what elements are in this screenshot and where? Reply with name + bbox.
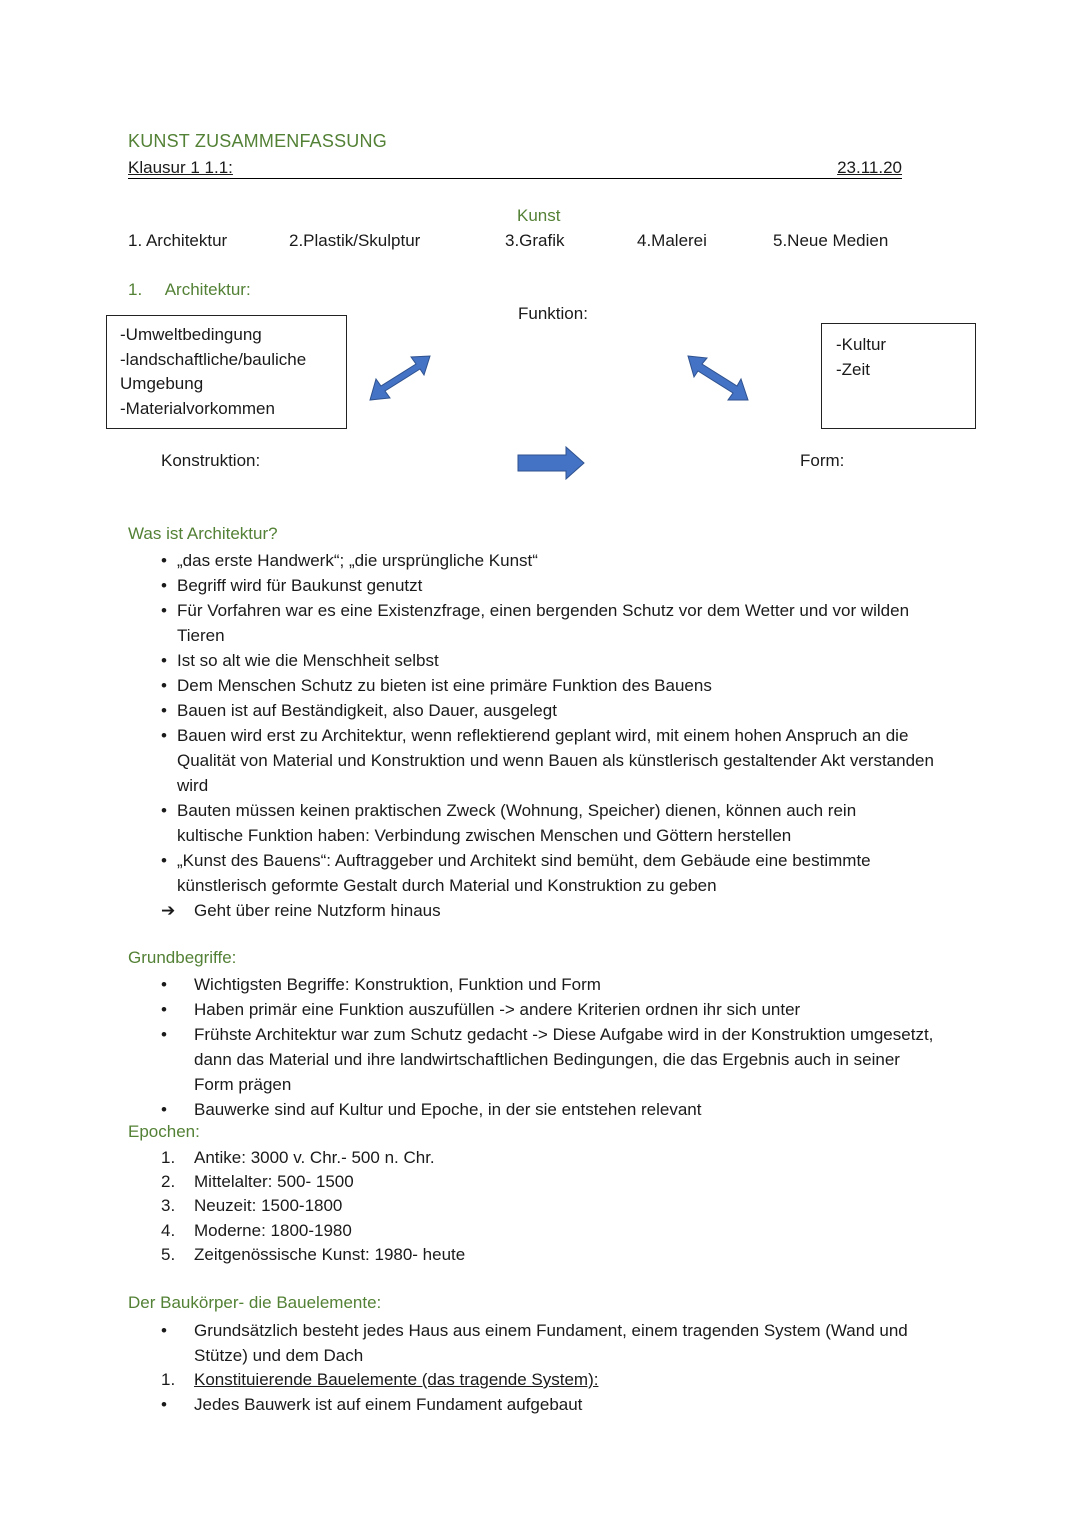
arrow-right-icon bbox=[516, 445, 588, 481]
grundbegriffe-heading: Grundbegriffe: bbox=[128, 948, 237, 967]
grundbegriffe-list bbox=[161, 972, 961, 1122]
category-plastik: 2.Plastik/Skulptur bbox=[289, 231, 421, 250]
kultur-box bbox=[821, 323, 976, 429]
list-item: 1. Antike: 3000 v. Chr.- 500 n. Chr. bbox=[161, 1148, 435, 1167]
list-item: 1. Konstituierende Bauelemente (das tragende System): bbox=[161, 1370, 599, 1389]
header-rule bbox=[128, 158, 902, 179]
document-date: 23.11.20 bbox=[837, 158, 902, 177]
epochen-heading: Epochen: bbox=[128, 1122, 200, 1141]
kultur-box-line: -Kultur bbox=[836, 335, 887, 354]
kunst-label: Kunst bbox=[517, 206, 561, 225]
architektur-heading bbox=[128, 280, 251, 300]
umwelt-box-line: -landschaftliche/bauliche bbox=[120, 349, 307, 369]
was-ist-list bbox=[161, 548, 961, 923]
was-ist-heading: Was ist Architektur? bbox=[128, 524, 278, 543]
category-grafik: 3.Grafik bbox=[505, 231, 565, 250]
list-item: • Dem Menschen Schutz zu bieten ist eine primäre Funktion des Bauens bbox=[161, 676, 712, 695]
list-item: 2. Mittelalter: 500- 1500 bbox=[161, 1172, 354, 1192]
list-item: • Wichtigsten Begriffe: Konstruktion, Funktion und Form bbox=[161, 975, 601, 994]
list-item: • „das erste Handwerk“; „die ursprüngliche Kunst“ bbox=[161, 551, 538, 570]
list-item: 5. Zeitgenössische Kunst: 1980- heute bbox=[161, 1244, 466, 1264]
list-item: • Bauten müssen keinen praktischen Zweck (Wohnung, Speicher) dienen, können auch rein kultische Funktion haben: Verbindung zwischen Menschen und Göttern herstellen bbox=[161, 801, 857, 845]
architektur-heading-label: Architektur: bbox=[164, 280, 251, 299]
category-neue-medien: 5.Neue Medien bbox=[773, 231, 889, 250]
form-label: Form: bbox=[800, 451, 845, 470]
document-title: KUNST ZUSAMMENFASSUNG bbox=[128, 131, 387, 151]
kultur-box-line: -Zeit bbox=[836, 359, 870, 379]
list-item: • Ist so alt wie die Menschheit selbst bbox=[161, 651, 439, 670]
list-item: • Frühste Architektur war zum Schutz gedacht -> Diese Aufgabe wird in der Konstruktion umgesetzt, dann das Material und ihre landwirtschaftlichen Bedingungen, die das Ergebnis auch in seiner Form prägen bbox=[161, 1025, 934, 1094]
baukoerper-list bbox=[161, 1318, 961, 1417]
umwelt-box bbox=[106, 315, 347, 429]
baukoerper-heading: Der Baukörper- die Bauelemente: bbox=[128, 1293, 382, 1312]
list-item: • Für Vorfahren war es eine Existenzfrage, einen bergenden Schutz vor dem Wetter und vor wilden Tieren bbox=[161, 601, 910, 645]
epochen-list bbox=[161, 1146, 961, 1267]
document-subtitle: Klausur 1 1.1: bbox=[128, 158, 233, 177]
list-item: • Bauwerke sind auf Kultur und Epoche, in der sie entstehen relevant bbox=[161, 1100, 702, 1119]
list-item: 3. Neuzeit: 1500-1800 bbox=[161, 1196, 343, 1216]
category-malerei: 4.Malerei bbox=[637, 231, 707, 250]
arrow-right-icon: ➔ bbox=[161, 901, 176, 920]
category-architektur: 1. Architektur bbox=[128, 231, 228, 250]
conclusion-item: ➔ Geht über reine Nutzform hinaus bbox=[161, 898, 961, 923]
umwelt-box-line: Umgebung bbox=[120, 374, 204, 393]
list-item: • Begriff wird für Baukunst genutzt bbox=[161, 576, 423, 595]
double-arrow-icon bbox=[684, 350, 754, 406]
list-item: • Haben primär eine Funktion auszufüllen -> andere Kriterien ordnen ihr sich unter bbox=[161, 1000, 801, 1019]
architektur-heading-number: 1. bbox=[128, 280, 143, 299]
double-arrow-icon bbox=[366, 350, 436, 406]
list-item: • „Kunst des Bauens“: Auftraggeber und Architekt sind bemüht, dem Gebäude eine bestimmte künstlerisch geformte Gestalt durch Material und Konstruktion zu geben bbox=[161, 851, 871, 895]
list-item: • Jedes Bauwerk ist auf einem Fundament aufgebaut bbox=[161, 1395, 583, 1414]
konstruktion-label: Konstruktion: bbox=[161, 451, 261, 470]
list-item: • Bauen wird erst zu Architektur, wenn reflektierend geplant wird, mit einem hohen Anspruch an die Qualität von Material und Konstruktion und wenn Bauen als künstlerisch gestaltender Akt verstanden wird bbox=[161, 726, 934, 795]
umwelt-box-line: -Umweltbedingung bbox=[120, 325, 262, 344]
funktion-label: Funktion: bbox=[518, 304, 588, 323]
list-item: • Bauen ist auf Beständigkeit, also Dauer, ausgelegt bbox=[161, 701, 557, 720]
list-item: 4. Moderne: 1800-1980 bbox=[161, 1220, 352, 1240]
umwelt-box-line: -Materialvorkommen bbox=[120, 398, 275, 418]
list-item: • Grundsätzlich besteht jedes Haus aus einem Fundament, einem tragenden System (Wand und Stütze) und dem Dach bbox=[161, 1321, 908, 1365]
